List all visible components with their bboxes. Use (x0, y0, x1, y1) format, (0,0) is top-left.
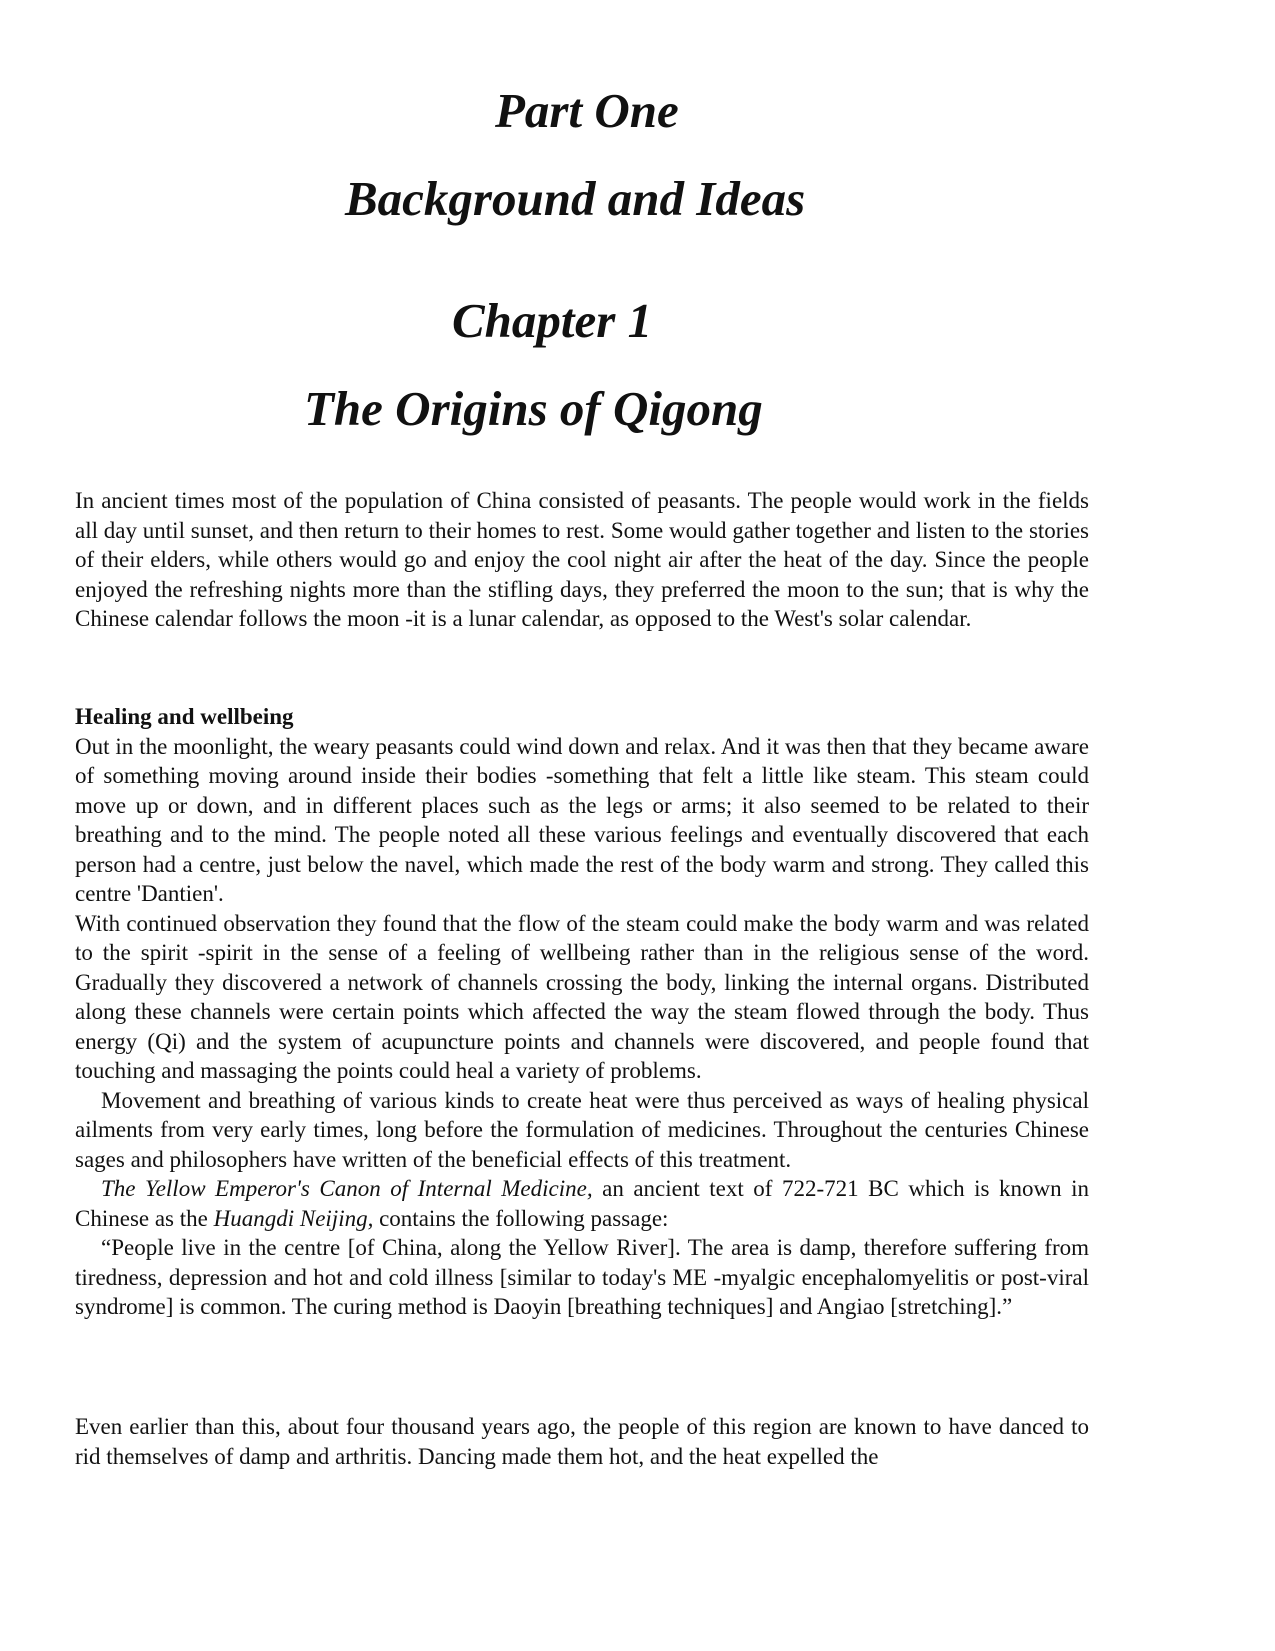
paragraph-4-text-1: an ancient text of 722-721 BC which is known in Chinese as the (75, 1176, 1089, 1231)
intro-section (75, 486, 1089, 634)
part-title: Part One (495, 83, 679, 138)
quote-paragraph: “People live in the centre [of China, along the Yellow River]. The area is damp, therefore suffering from tiredness, depression and hot and cold illness [similar to today's ME -myalgic encephalomyelitis or post-viral syndrome] is common. The curing method is Daoyin [breathing techniques] and Angiao [stretching].” (75, 1235, 1089, 1319)
section-paragraph-3: Movement and breathing of various kinds to create heat were thus perceived as ways of healing physical ailments from very early times, long before the formulation of medicines. Throughout the centuries Chinese sages and philosophers have written of the beneficial effects of this treatment. (75, 1087, 1089, 1172)
final-paragraph: Even earlier than this, about four thousand years ago, the people of this region are known to have danced to rid themselves of damp and arthritis. Dancing made them hot, and the heat expelled the (75, 1414, 1089, 1469)
section-heading: Healing and wellbeing (75, 704, 294, 729)
chapter-number: Chapter 1 (452, 293, 653, 348)
part-subtitle: Background and Ideas (345, 171, 806, 226)
book-title: The Yellow Emperor's Canon of Internal Medicine, (101, 1176, 593, 1201)
section-paragraph-1: Out in the moonlight, the weary peasants could wind down and relax. And it was then that they became aware of something moving around inside their bodies -something that felt a little like steam. This steam could move up or down, and in different places such as the legs or arms; it also seemed to be related to their breathing and to the mind. The people noted all these various feelings and eventually discovered that each person had a centre, just below the navel, which made the rest of the body warm and strong. They called this centre 'Dantien'. (75, 733, 1089, 906)
final-section (75, 1412, 1089, 1471)
section-paragraph-4 (75, 1174, 1089, 1233)
chinese-title: Huangdi Neijing, (213, 1205, 374, 1231)
section-paragraph-2: With continued observation they found that the flow of the steam could make the body warm and was related to the spirit -spirit in the sense of a feeling of wellbeing rather than in the religious sense of the word. Gradually they discovered a network of channels crossing the body, linking the internal organs. Distributed along these channels were certain points which affected the way the steam flowed through the body. Thus energy (Qi) and the system of acupuncture points and channels were discovered, and people found that touching and massaging the points could heal a variety of problems. (75, 910, 1089, 1083)
paragraph-4-text-2: contains the following passage: (373, 1205, 669, 1231)
chapter-title: The Origins of Qigong (304, 381, 763, 436)
intro-paragraph: In ancient times most of the population of China consisted of peasants. The people would work in the fields all day until sunset, and then return to their homes to rest. Some would gather together and listen to the stories of their elders, while others would go and enjoy the cool night air after the heat of the day. Since the people enjoyed the refreshing nights more than the stifling days, they preferred the moon to the sun; that is why the Chinese calendar follows the moon -it is a lunar calendar, as opposed to the West's solar calendar. (75, 488, 1089, 631)
healing-section (75, 702, 1089, 1322)
